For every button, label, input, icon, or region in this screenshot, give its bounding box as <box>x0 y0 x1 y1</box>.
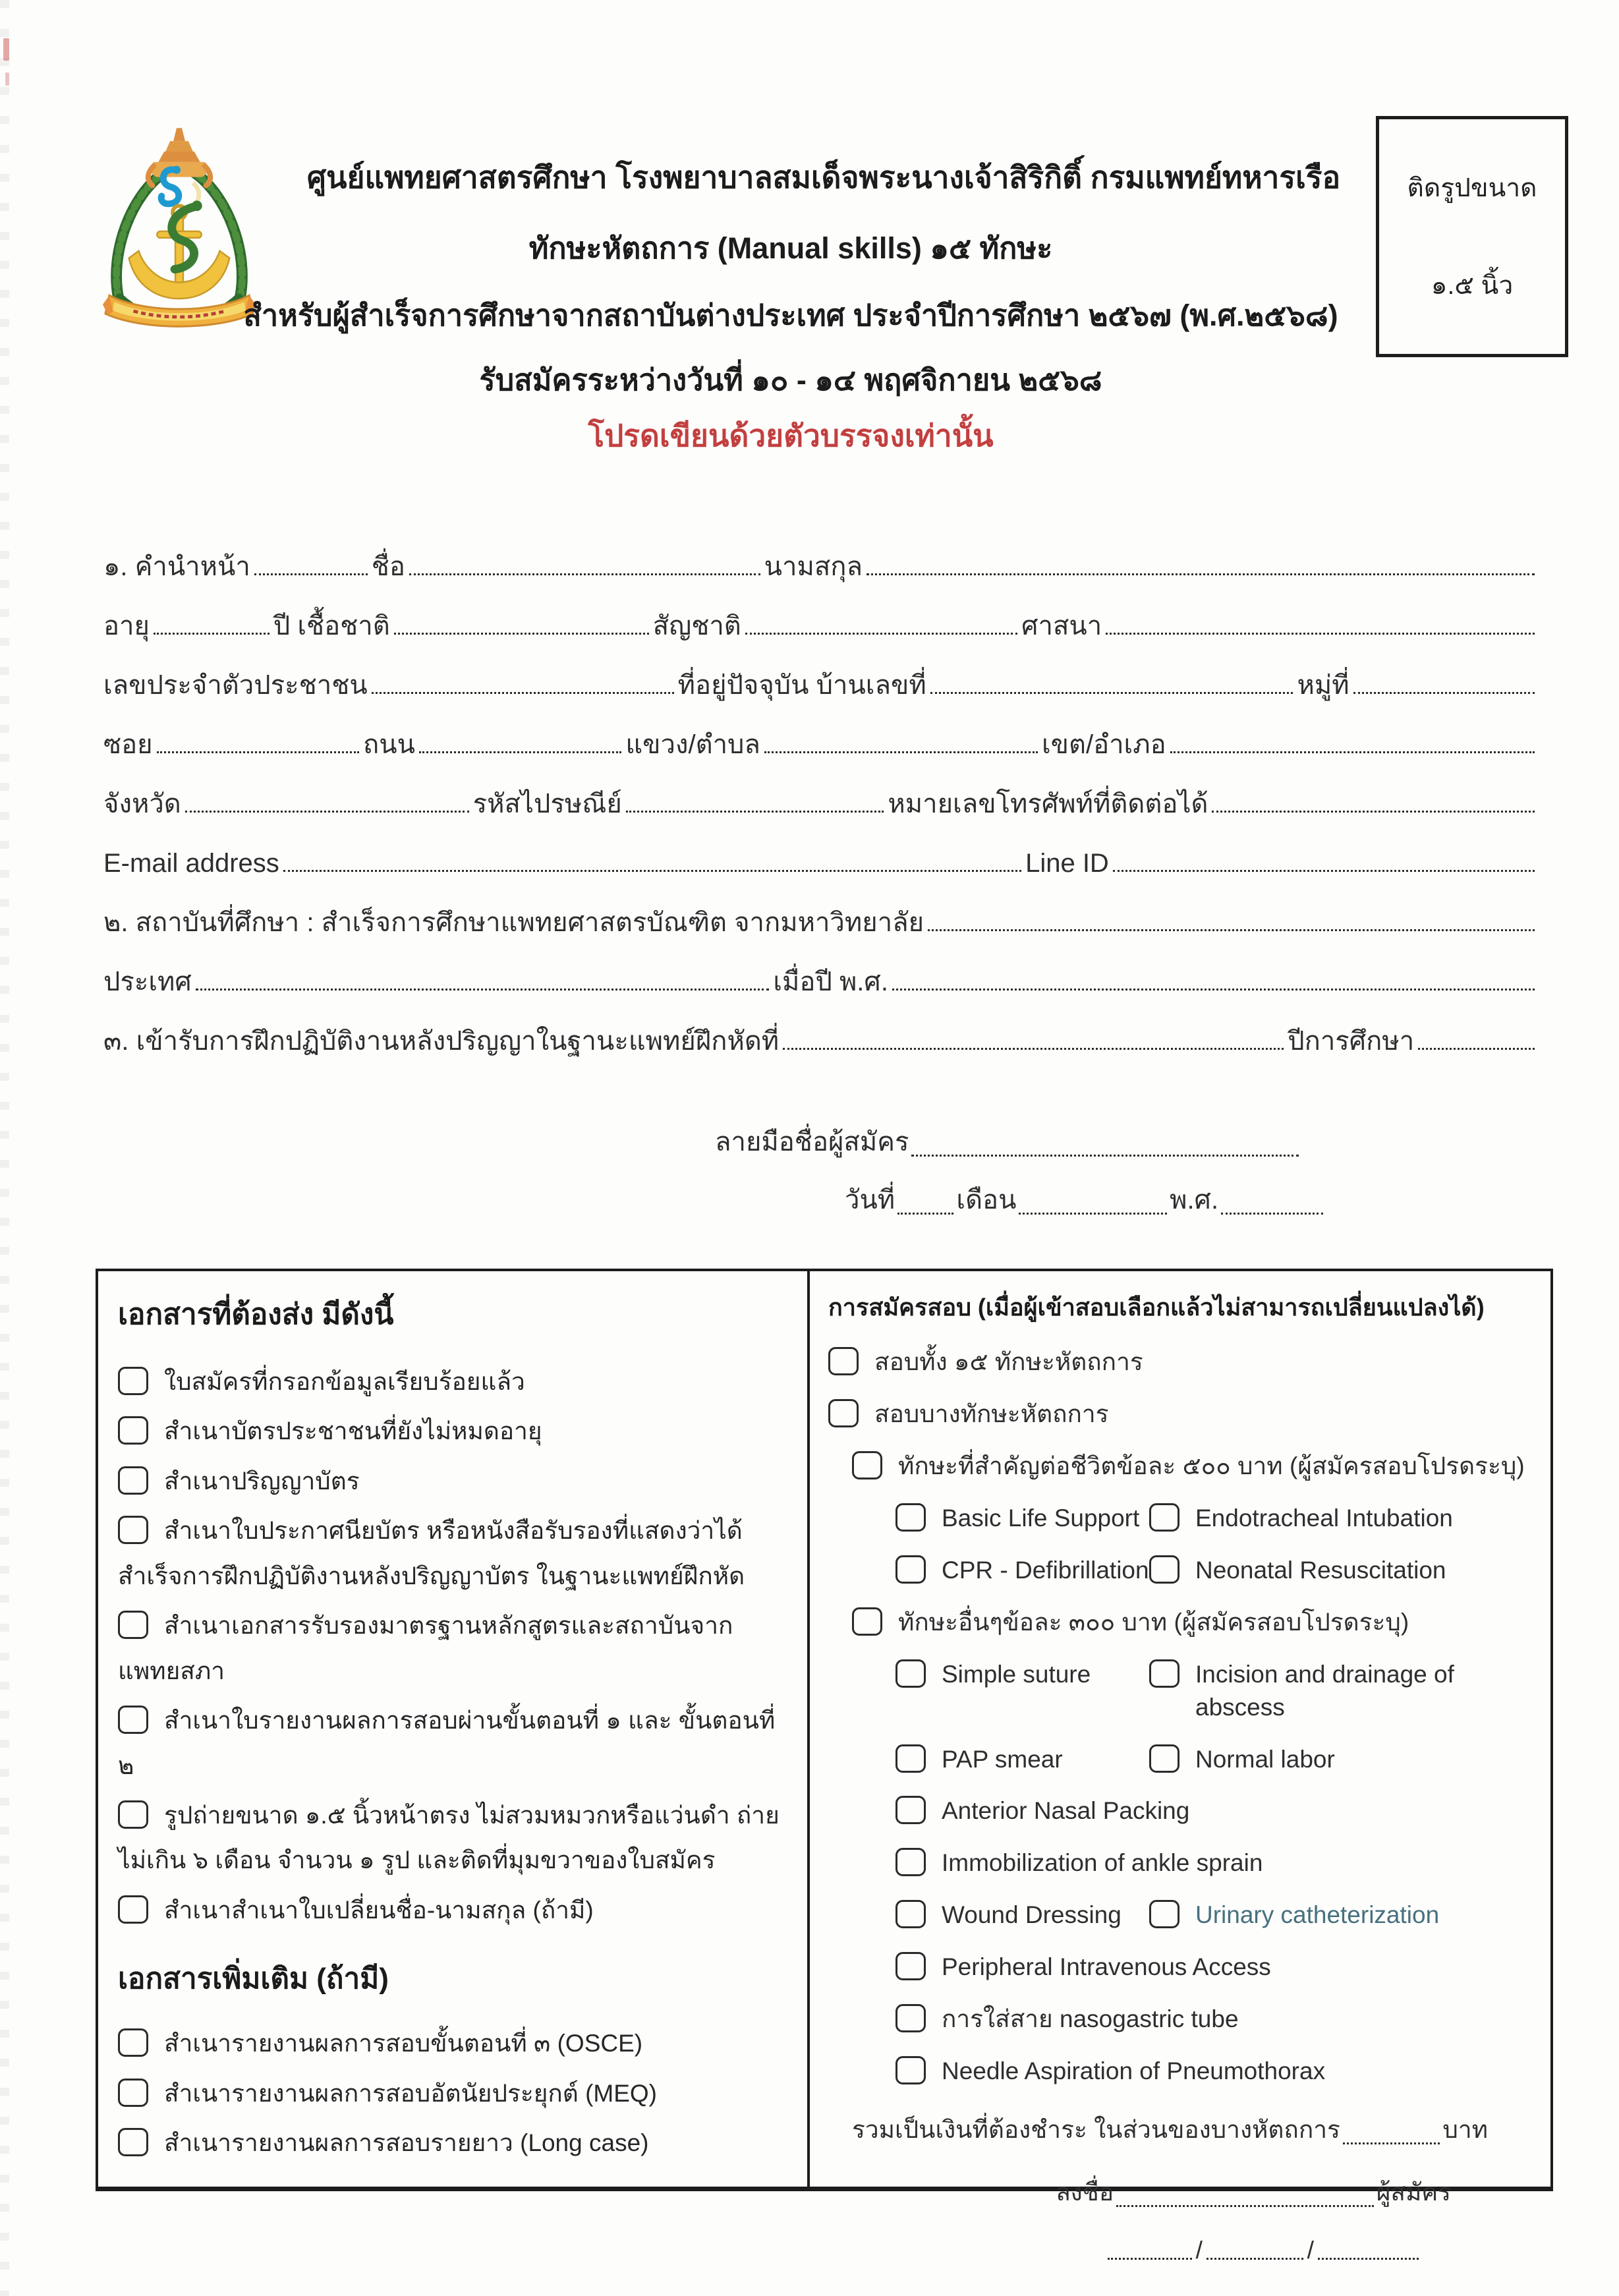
exam-date-line <box>1105 2237 1421 2264</box>
exam-partial-checkbox[interactable] <box>828 1399 859 1427</box>
prefix-label: ๑. คำนำหน้า <box>103 552 250 581</box>
checkbox-pap-smear[interactable] <box>895 1744 926 1773</box>
doc-label: สำเนาบัตรประชาชนที่ยังไม่หมดอายุ <box>164 1418 542 1445</box>
doc-item <box>118 1360 791 1404</box>
checkbox-simple-suture[interactable] <box>895 1659 926 1688</box>
doc-label: รูปถ่ายขนาด ๑.๕ นิ้วหน้าตรง ไม่สวมหมวกหรือแว่นดำ ถ่ายไม่เกิน ๖ เดือน จำนวน ๑ รูป และติดที่มุมขวาของใบสมัคร <box>118 1801 780 1874</box>
handwriting-instruction: โปรดเขียนด้วยตัวบรรจงเท่านั้น <box>588 418 994 453</box>
phone-field[interactable] <box>1212 811 1535 813</box>
postcode-label: รหัสไปรษณีย์ <box>472 789 622 818</box>
moo-field[interactable] <box>1353 692 1535 694</box>
additional-documents-title: เอกสารเพิ่มเติม (ถ้ามี) <box>118 1963 389 1995</box>
lastname-label: นามสกุล <box>764 552 863 581</box>
signature-line <box>715 1120 1301 1162</box>
vital-skill-row <box>895 1502 1537 1535</box>
checkbox-needle-aspiration-pneumothorax[interactable] <box>895 2056 926 2084</box>
doc-label: สำเนาใบรายงานผลการสอบผ่านขั้นตอนที่ ๑ และ ขั้นตอนที่ ๒ <box>118 1707 776 1779</box>
document-subtitle-dates: รับสมัครระหว่างวันที่ ๑๐ - ๑๔ พฤศจิกายน ๒๕๖๘ <box>479 363 1102 397</box>
documents-and-exam-box <box>96 1269 1553 2264</box>
vital-skills-group-label: ทักษะที่สำคัญต่อชีวิตข้อละ ๕๐๐ บาท (ผู้สมัครสอบโปรดระบุ) <box>898 1452 1525 1479</box>
doc-label: สำเนารายงานผลการสอบขั้นตอนที่ ๓ (OSCE) <box>164 2030 643 2057</box>
doc-checkbox-application[interactable] <box>118 1367 148 1395</box>
doc-item <box>118 2021 791 2066</box>
doc-item <box>118 1508 791 1599</box>
skill-label: Neonatal Resuscitation <box>1195 1556 1446 1584</box>
doc-checkbox-osce-report[interactable] <box>118 2028 148 2057</box>
document-subtitle-audience: สำหรับผู้สำเร็จการศึกษาจากสถาบันต่างประเทศ ประจำปีการศึกษา ๒๕๖๗ (พ.ศ.๒๕๖๘) <box>243 299 1338 332</box>
other-skill-row <box>895 2055 1537 2088</box>
religion-field[interactable] <box>1106 633 1535 635</box>
doc-label: ใบสมัครที่กรอกข้อมูลเรียบร้อยแล้ว <box>164 1368 525 1395</box>
province-field[interactable] <box>185 811 469 813</box>
education-label: ๒. สถาบันที่ศึกษา : สำเร็จการศึกษาแพทยศาสตรบัณฑิต จากมหาวิทยาลัย <box>103 908 924 937</box>
scan-mark <box>5 72 9 86</box>
doc-checkbox-name-change-copy[interactable] <box>118 1895 148 1924</box>
skill-label: Wound Dressing <box>942 1901 1122 1929</box>
exam-sign-suffix: ผู้สมัคร <box>1376 2179 1451 2206</box>
exam-option-all-row <box>828 1346 1537 1379</box>
district-label: เขต/อำเภอ <box>1041 730 1166 759</box>
form-line-internship <box>102 996 1537 1056</box>
exam-registration-panel <box>810 1271 1550 2264</box>
skill-label: การใส่สาย nasogastric tube <box>942 2005 1239 2033</box>
year-label: พ.ศ. <box>1170 1186 1219 1215</box>
photo-box-line1: ติดรูปขนาด <box>1407 174 1537 202</box>
other-skill-row <box>895 1951 1537 1984</box>
day-field[interactable] <box>897 1213 953 1215</box>
signature-label: ลายมือชื่อผู้สมัคร <box>715 1128 909 1157</box>
photo-box-line2: ๑.๕ นิ้ว <box>1431 272 1514 300</box>
doc-checkbox-certificate-copy[interactable] <box>118 1516 148 1544</box>
national-id-label: เลขประจำตัวประชาชน <box>103 671 368 700</box>
internship-hospital-field[interactable] <box>783 1048 1284 1050</box>
applicant-signature-field[interactable] <box>911 1155 1299 1157</box>
firstname-label: ชื่อ <box>371 552 405 581</box>
doc-item <box>118 1603 791 1694</box>
exam-option-label: สอบทั้ง ๑๕ ทักษะหัตถการ <box>874 1348 1143 1375</box>
skill-label: Urinary catheterization <box>1195 1901 1440 1929</box>
other-skill-row <box>895 1743 1537 1776</box>
checkbox-cpr-defibrillation[interactable] <box>895 1555 926 1584</box>
document-title: ศูนย์แพทยศาสตรศึกษา โรงพยาบาลสมเด็จพระนางเจ้าสิริกิติ์ กรมแพทย์ทหารเรือ <box>306 160 1341 194</box>
skill-label: Immobilization of ankle sprain <box>942 1849 1263 1877</box>
skill-label: CPR - Defibrillation <box>942 1556 1149 1584</box>
skill-label: Endotracheal Intubation <box>1195 1504 1453 1532</box>
form-line-university <box>102 878 1537 937</box>
doc-label: สำเนาสำเนาใบเปลี่ยนชื่อ-นามสกุล (ถ้ามี) <box>164 1896 594 1924</box>
soi-label: ซอย <box>103 730 153 759</box>
exam-option-label: สอบบางทักษะหัตถการ <box>874 1400 1109 1427</box>
grad-year-label: เมื่อปี พ.ศ. <box>773 967 888 996</box>
address-label: ที่อยู่ปัจจุบัน บ้านเลขที่ <box>677 671 926 700</box>
exam-date-year-field[interactable] <box>1318 2258 1419 2260</box>
doc-label: สำเนาปริญญาบัตร <box>164 1467 360 1495</box>
document-subtitle-skills: ทักษะหัตถการ (Manual skills) ๑๕ ทักษะ <box>528 231 1053 265</box>
road-label: ถนน <box>363 730 415 759</box>
firstname-field[interactable] <box>409 573 760 575</box>
email-field[interactable] <box>283 870 1021 872</box>
other-skills-group-checkbox[interactable] <box>852 1607 882 1636</box>
doc-checkbox-photo[interactable] <box>118 1800 148 1829</box>
nationality-label: สัญชาติ <box>652 612 741 641</box>
doc-label: สำเนารายงานผลการสอบรายยาว (Long case) <box>164 2129 649 2157</box>
checkbox-anterior-nasal-packing[interactable] <box>895 1796 926 1824</box>
total-amount-unit: บาท <box>1442 2116 1488 2144</box>
other-skill-row <box>895 1899 1537 1932</box>
district-field[interactable] <box>1170 751 1535 753</box>
doc-label: สำเนาเอกสารรับรองมาตรฐานหลักสูตรและสถาบันจากแพทยสภา <box>118 1612 733 1684</box>
country-label: ประเทศ <box>103 967 192 996</box>
skill-label: Needle Aspiration of Pneumothorax <box>942 2057 1326 2085</box>
internship-label: ๓. เข้ารับการฝึกปฏิบัติงานหลังปริญญาในฐานะแพทย์ฝึกหัดที่ <box>103 1027 780 1056</box>
checkbox-neonatal-resuscitation[interactable] <box>1149 1555 1179 1584</box>
doc-item <box>118 1698 791 1789</box>
doc-item <box>118 1888 791 1933</box>
form-line-demographics <box>102 581 1537 641</box>
day-label: วันที่ <box>845 1186 895 1215</box>
checkbox-peripheral-intravenous-access[interactable] <box>895 1952 926 1980</box>
exam-sign-label: ลงชื่อ <box>1056 2179 1114 2206</box>
total-amount-field[interactable] <box>1343 2142 1440 2144</box>
exam-signature-field[interactable] <box>1116 2205 1374 2207</box>
house-number-field[interactable] <box>930 692 1293 694</box>
doc-item <box>118 2071 791 2116</box>
vital-skills-group-checkbox[interactable] <box>852 1451 882 1479</box>
subdistrict-field[interactable] <box>764 751 1038 753</box>
doc-item <box>118 1409 791 1454</box>
line-id-label: Line ID <box>1025 849 1109 878</box>
other-skill-row <box>895 1794 1537 1827</box>
subdistrict-label: แขวง/ตำบล <box>625 730 760 759</box>
vital-skill-row <box>895 1554 1537 1587</box>
exam-date-day-field[interactable] <box>1108 2258 1192 2260</box>
email-label: E-mail address <box>103 849 279 878</box>
other-skills-group-label: ทักษะอื่นๆข้อละ ๓๐๐ บาท (ผู้สมัครสอบโปรดระบุ) <box>898 1608 1409 1636</box>
form-line-country-year <box>102 937 1537 996</box>
doc-checkbox-meq-report[interactable] <box>118 2079 148 2107</box>
academic-year-field[interactable] <box>1418 1048 1535 1050</box>
doc-label: สำเนาใบประกาศนียบัตร หรือหนังสือรับรองที่แสดงว่าได้สำเร็จการฝึกปฏิบัติงานหลังปริญญาบัตร ในฐานะแพทย์ฝึกหัด <box>118 1517 745 1590</box>
doc-label: สำเนารายงานผลการสอบอัตนัยประยุกต์ (MEQ) <box>164 2079 658 2107</box>
signature-date-line <box>845 1178 1326 1220</box>
lastname-field[interactable] <box>866 573 1535 575</box>
doc-checkbox-accreditation-copy[interactable] <box>118 1611 148 1639</box>
other-skill-row <box>895 2003 1537 2036</box>
university-field[interactable] <box>928 929 1535 931</box>
checkbox-immobilization-ankle-sprain[interactable] <box>895 1848 926 1876</box>
exam-option-partial-row <box>828 1398 1537 1431</box>
national-id-field[interactable] <box>372 692 674 694</box>
graduation-year-field[interactable] <box>892 989 1535 990</box>
doc-checkbox-degree-copy[interactable] <box>118 1466 148 1495</box>
year-field[interactable] <box>1221 1213 1323 1215</box>
postcode-field[interactable] <box>626 811 884 813</box>
skill-label: Basic Life Support <box>942 1504 1140 1532</box>
documents-title: เอกสารที่ต้องส่ง มีดังนี้ <box>118 1298 394 1331</box>
ethnicity-label: ปี เชื้อชาติ <box>273 612 390 641</box>
country-field[interactable] <box>196 989 770 990</box>
skill-label: PAP smear <box>942 1745 1063 1773</box>
skill-label: Peripheral Intravenous Access <box>942 1953 1271 1981</box>
total-amount-line <box>852 2110 1488 2149</box>
form-line-contact <box>102 818 1537 878</box>
prefix-field[interactable] <box>254 573 368 575</box>
doc-checkbox-exam-step12-report[interactable] <box>118 1706 148 1734</box>
line-id-field[interactable] <box>1113 870 1535 872</box>
date-separator: / <box>1307 2237 1314 2264</box>
month-label: เดือน <box>956 1186 1017 1215</box>
academic-year-label: ปีการศึกษา <box>1288 1027 1415 1056</box>
skill-label: Simple suture <box>942 1660 1091 1688</box>
doc-item <box>118 1459 791 1504</box>
skill-label: Normal labor <box>1195 1745 1335 1773</box>
exam-title: การสมัครสอบ (เมื่อผู้เข้าสอบเลือกแล้วไม่สามารถเปลี่ยนแปลงได้) <box>828 1294 1485 1321</box>
date-separator: / <box>1195 2237 1203 2264</box>
checkbox-normal-labor[interactable] <box>1149 1744 1179 1773</box>
skill-label: Anterior Nasal Packing <box>942 1797 1190 1825</box>
other-skills-group-row <box>852 1606 1537 1639</box>
vital-skills-group-row <box>852 1450 1537 1483</box>
doc-checkbox-long-case-report[interactable] <box>118 2128 148 2156</box>
road-field[interactable] <box>419 751 621 753</box>
checkbox-incision-drainage-abscess[interactable] <box>1149 1659 1179 1688</box>
skill-label: Incision and drainage of abscess <box>1195 1660 1454 1721</box>
doc-checkbox-id-card-copy[interactable] <box>118 1416 148 1445</box>
exam-sign-line <box>1056 2173 1451 2212</box>
checkbox-endotracheal-intubation[interactable] <box>1149 1503 1179 1532</box>
scan-mark <box>3 38 9 61</box>
doc-item <box>118 2121 791 2166</box>
checkbox-nasogastric-tube[interactable] <box>895 2004 926 2032</box>
religion-label: ศาสนา <box>1021 612 1102 641</box>
province-label: จังหวัด <box>103 789 181 818</box>
nationality-field[interactable] <box>745 633 1017 635</box>
total-amount-label: รวมเป็นเงินที่ต้องชำระ ในส่วนของบางหัตถการ <box>852 2116 1340 2144</box>
checkbox-basic-life-support[interactable] <box>895 1503 926 1532</box>
checkbox-wound-dressing[interactable] <box>895 1900 926 1928</box>
other-skill-row <box>895 1658 1537 1724</box>
moo-label: หมู่ที่ <box>1297 671 1349 700</box>
form-line-id-address <box>102 641 1537 700</box>
exam-date-month-field[interactable] <box>1207 2258 1303 2260</box>
age-label: อายุ <box>103 612 150 641</box>
personal-info-section <box>102 522 1537 1056</box>
month-field[interactable] <box>1019 1213 1167 1215</box>
soi-field[interactable] <box>157 751 359 753</box>
exam-all-checkbox[interactable] <box>828 1347 859 1375</box>
scan-edge-artifact <box>0 0 9 2296</box>
ethnicity-field[interactable] <box>394 633 649 635</box>
checkbox-urinary-catheterization[interactable] <box>1149 1900 1179 1928</box>
age-field[interactable] <box>154 633 270 635</box>
documents-panel <box>98 1271 810 2187</box>
doc-item <box>118 1793 791 1883</box>
form-line-province <box>102 759 1537 818</box>
form-line-name <box>102 522 1537 581</box>
phone-label: หมายเลขโทรศัพท์ที่ติดต่อได้ <box>888 789 1208 818</box>
other-skill-row <box>895 1847 1537 1880</box>
form-line-street <box>102 700 1537 759</box>
